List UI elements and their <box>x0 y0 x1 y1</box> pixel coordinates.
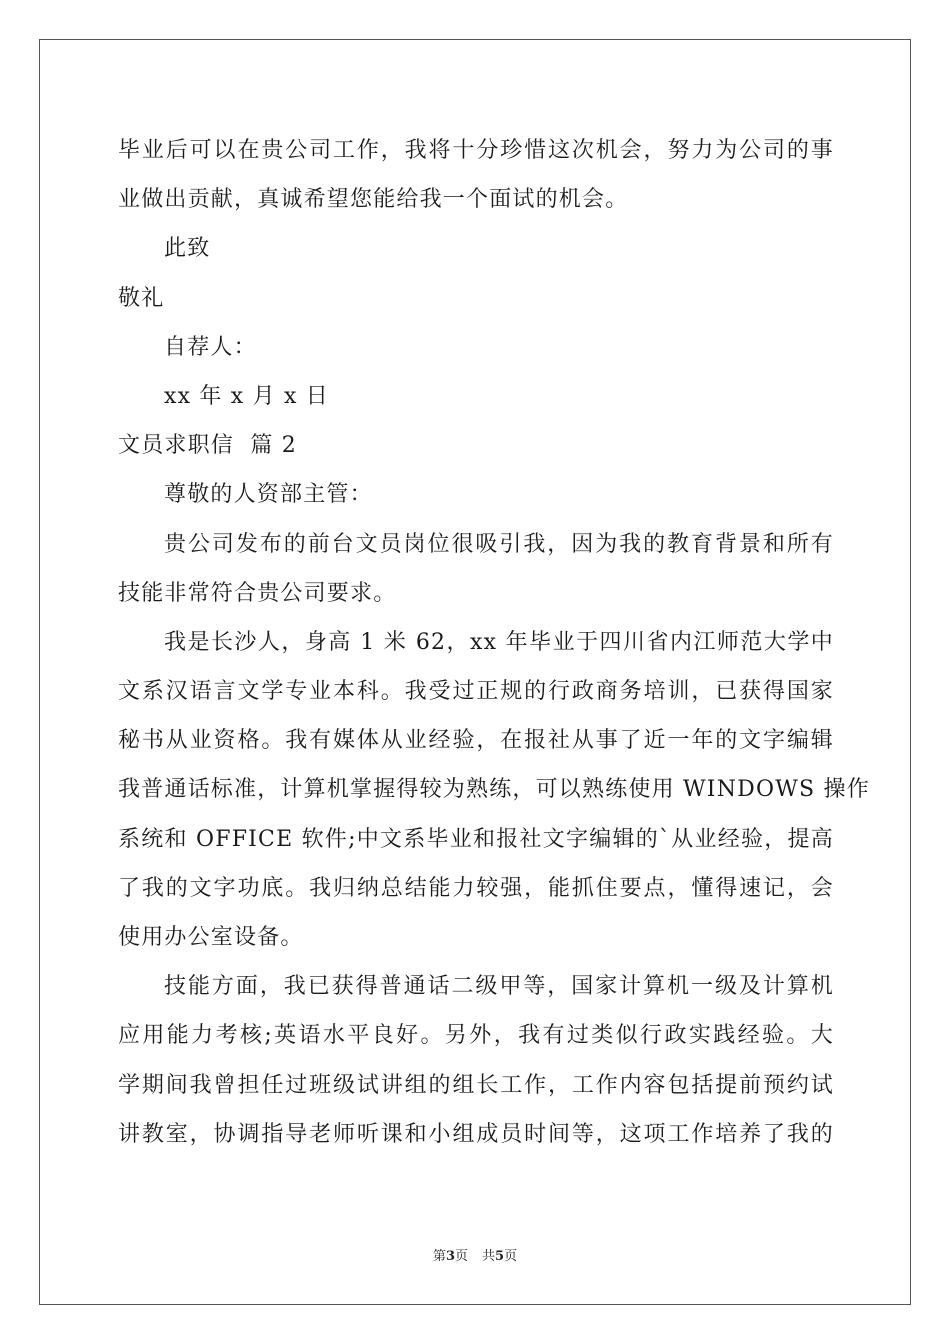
page-footer <box>0 1245 950 1264</box>
signature-label: 自荐人： <box>164 334 257 360</box>
closing-regards: 敬礼 <box>118 285 165 311</box>
text-line: 我普通话标准，计算机掌握得较为熟练，可以熟练使用 WINDOWS 操作 <box>118 777 870 803</box>
total-suffix: 页 <box>504 1249 518 1264</box>
text-line: 系统和 OFFICE 软件;中文系毕业和报社文字编辑的`从业经验，提高 <box>118 826 834 852</box>
text-line: 学期间我曾担任过班级试讲组的组长工作，工作内容包括提前预约试 <box>118 1072 834 1098</box>
closing-salutation: 此致 <box>164 236 211 262</box>
total-prefix: 共 <box>482 1249 496 1264</box>
text-line: 我是长沙人，身高 1 米 62，xx 年毕业于四川省内江师范大学中 <box>164 629 834 655</box>
text-line: 讲教室，协调指导老师听课和小组成员时间等，这项工作培养了我的 <box>118 1121 834 1147</box>
text-line: 毕业后可以在贵公司工作，我将十分珍惜这次机会，努力为公司的事 <box>118 138 834 163</box>
text-line: 技能方面，我已获得普通话二级甲等，国家计算机一级及计算机 <box>164 974 834 1000</box>
page-prefix: 第 <box>432 1249 446 1264</box>
date-line: xx 年 x 月 x 日 <box>164 383 329 409</box>
text-line: 秘书从业资格。我有媒体从业经验，在报社从事了近一年的文字编辑 <box>118 728 834 754</box>
text-line: 了我的文字功底。我归纳总结能力较强，能抓住要点，懂得速记，会 <box>118 875 834 901</box>
page-suffix: 页 <box>454 1249 468 1264</box>
greeting: 尊敬的人资部主管： <box>164 482 373 508</box>
text-line: 技能非常符合贵公司要求。 <box>118 580 397 606</box>
section-heading: 文员求职信 篇 2 <box>118 433 297 459</box>
text-line: 贵公司发布的前台文员岗位很吸引我，因为我的教育背景和所有 <box>164 531 834 557</box>
text-line: 业做出贡献，真诚希望您能给我一个面试的机会。 <box>118 187 629 213</box>
letter-body <box>118 126 870 1159</box>
total-page-count: 5 <box>495 1249 505 1264</box>
current-page-number: 3 <box>445 1249 455 1264</box>
text-line: 应用能力考核;英语水平良好。另外，我有过类似行政实践经验。大 <box>118 1023 834 1049</box>
text-line: 文系汉语言文学专业本科。我受过正规的行政商务培训，已获得国家 <box>118 679 834 705</box>
text-line: 使用办公室设备。 <box>118 925 304 950</box>
